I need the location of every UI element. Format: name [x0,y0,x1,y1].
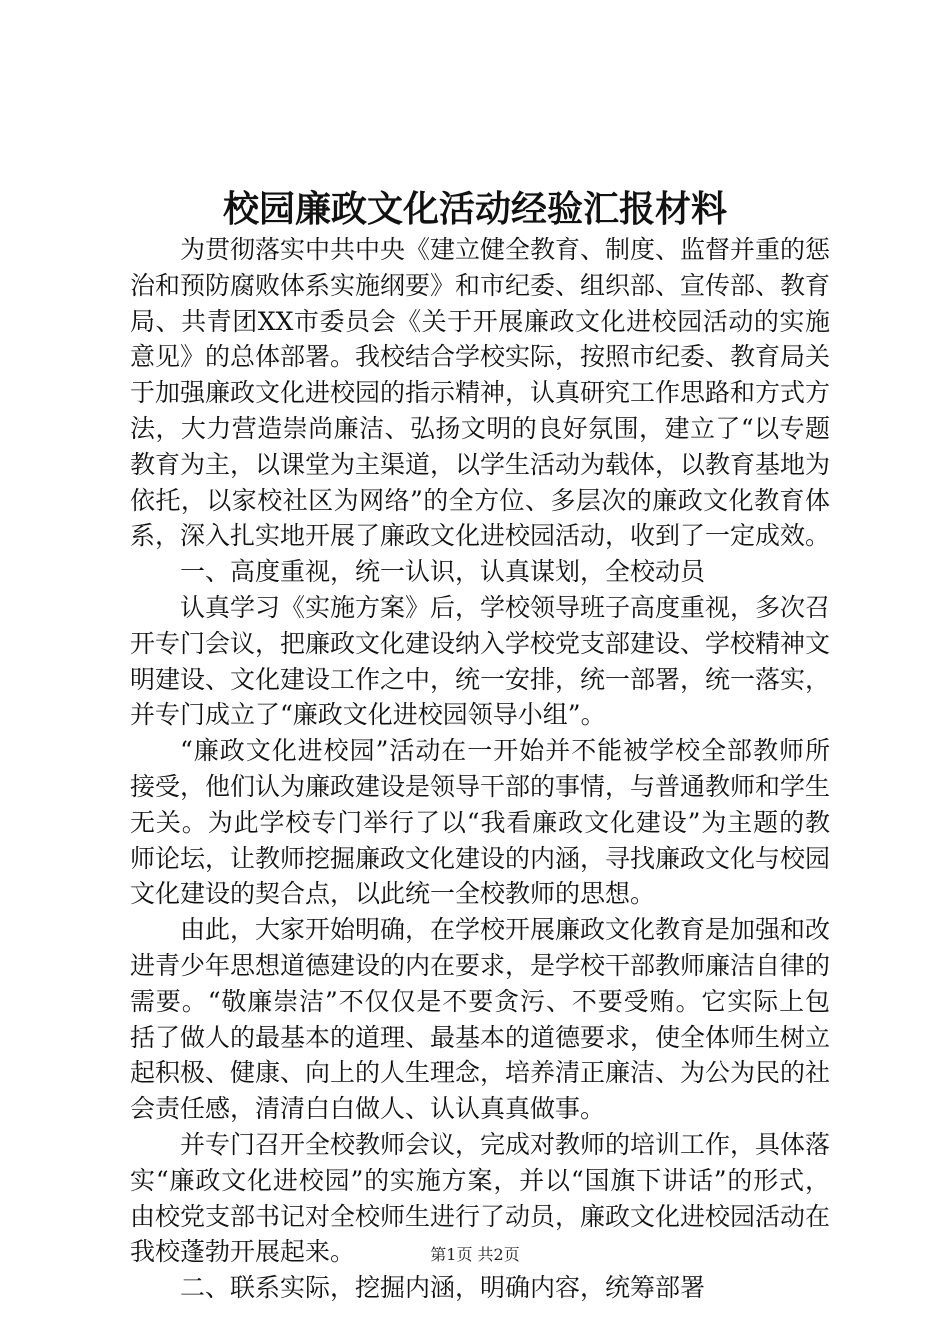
body-paragraph: 认真学习《实施方案》后，学校领导班子高度重视，多次召开专门会议，把廉政文化建设纳入学校党支部建设、学校精神文明建设、文化建设工作之中，统一安排，统一部署，统一落实，并专门成立了“廉政文化进校园领导小组”。 [130,592,831,730]
body-paragraph: 由此，大家开始明确，在学校开展廉政文化教育是加强和改进青少年思想道德建设的内在要求，是学校干部教师廉洁自律的需要。“敬廉崇洁”不仅仅是不要贪污、不要受贿。它实际上包括了做人的最基本的道理、最基本的道德要求，使全体师生树立起积极、健康、向上的人生理念，培养清正廉洁、为公为民的社会责任感，清清白白做人、认认真真做事。 [130,915,831,1124]
section-heading-1: 一、高度重视，统一认识，认真谋划，全校动员 [180,557,706,587]
intro-paragraph: 为贯彻落实中共中央《建立健全教育、制度、监督并重的惩治和预防腐败体系实施纲要》和市纪委、组织部、宣传部、教育局、共青团XX市委员会《关于开展廉政文化进校园活动的实施意见》的总体部署。我校结合学校实际，按照市纪委、教育局关于加强廉政文化进校园的指示精神，认真研究工作思路和方式方法，大力营造崇尚廉洁、弘扬文明的良好氛围，建立了“以专题教育为主，以课堂为主渠道，以学生活动为载体，以教育基地为依托，以家校社区为网络”的全方位、多层次的廉政文化教育体系，深入扎实地开展了廉政文化进校园活动，收到了一定成效。 [130,235,831,551]
document-body [130,232,830,1306]
section-heading-2: 二、联系实际，挖掘内涵，明确内容，统筹部署 [180,1273,706,1303]
body-paragraph: 并专门召开全校教师会议，完成对教师的培训工作，具体落实“廉政文化进校园”的实施方案，并以“国旗下讲话”的形式，由校党支部书记对全校师生进行了动员，廉政文化进校园活动在我校蓬勃开展起来。 [130,1129,831,1267]
body-paragraph: “廉政文化进校园”活动在一开始并不能被学校全部教师所接受，他们认为廉政建设是领导干部的事情，与普通教师和学生无关。为此学校专门举行了以“我看廉政文化建设”为主题的教师论坛，让教师挖掘廉政文化建设的内涵，寻找廉政文化与校园文化建设的契合点，以此统一全校教师的思想。 [130,736,831,909]
document-title: 校园廉政文化活动经验汇报材料 [222,188,727,230]
page-number-footer: 第1页 共2页 [430,1245,520,1264]
